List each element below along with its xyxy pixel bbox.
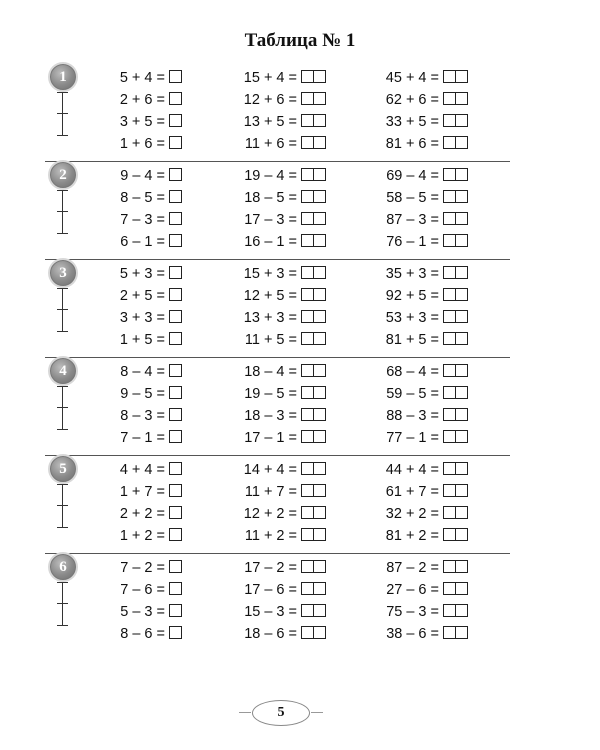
equation-text: 8 – 3 = — [120, 408, 165, 424]
exercise-row — [230, 187, 326, 209]
exercise-row — [230, 329, 326, 351]
answer-box[interactable] — [455, 114, 468, 127]
equation-text: 69 – 4 = — [386, 168, 439, 184]
answer-box[interactable] — [455, 364, 468, 377]
answer-box[interactable] — [455, 212, 468, 225]
exercise-column-2 — [230, 557, 326, 645]
answer-box[interactable] — [169, 560, 182, 573]
answer-box[interactable] — [169, 234, 182, 247]
answer-box[interactable] — [313, 626, 326, 639]
equation-text: 9 – 5 = — [120, 386, 165, 402]
equation-text: 18 – 4 = — [244, 364, 297, 380]
tally-marker — [62, 288, 63, 332]
exercise-row — [105, 525, 182, 547]
equation-text: 13 + 3 = — [243, 310, 297, 326]
exercise-row — [371, 481, 468, 503]
page-number: 5 — [252, 700, 310, 726]
equation-text: 14 + 4 = — [243, 462, 297, 478]
exercise-row — [105, 427, 182, 449]
exercise-block-1 — [45, 63, 510, 162]
exercise-row — [230, 209, 326, 231]
exercise-row — [371, 133, 468, 155]
exercise-row — [230, 285, 326, 307]
answer-box[interactable] — [455, 70, 468, 83]
equation-text: 12 + 5 = — [243, 288, 297, 304]
equation-text: 18 – 3 = — [244, 408, 297, 424]
equation-text: 2 + 5 = — [119, 288, 165, 304]
equation-text: 77 – 1 = — [386, 430, 439, 446]
answer-box[interactable] — [455, 168, 468, 181]
equation-text: 53 + 3 = — [385, 310, 439, 326]
answer-box[interactable] — [313, 408, 326, 421]
exercise-row — [105, 405, 182, 427]
exercise-block-6 — [45, 553, 510, 651]
exercise-row — [371, 623, 468, 645]
answer-box[interactable] — [313, 430, 326, 443]
tally-marker — [62, 92, 63, 136]
exercise-column-3 — [371, 557, 468, 645]
exercise-row — [371, 383, 468, 405]
equation-text: 3 + 3 = — [119, 310, 165, 326]
equation-text: 81 + 5 = — [385, 332, 439, 348]
answer-box[interactable] — [455, 484, 468, 497]
equation-text: 6 – 1 = — [120, 234, 165, 250]
answer-box[interactable] — [455, 528, 468, 541]
equation-text: 17 – 1 = — [244, 430, 297, 446]
equation-text: 12 + 2 = — [243, 506, 297, 522]
answer-box[interactable] — [169, 386, 182, 399]
tally-tick — [57, 582, 68, 583]
exercise-row — [230, 405, 326, 427]
equation-text: 4 + 4 = — [119, 462, 165, 478]
answer-box[interactable] — [455, 288, 468, 301]
tally-tick — [57, 331, 68, 332]
exercise-row — [230, 623, 326, 645]
exercise-row — [105, 165, 182, 187]
equation-text: 3 + 5 = — [119, 114, 165, 130]
equation-text: 2 + 6 = — [119, 92, 165, 108]
answer-box[interactable] — [313, 386, 326, 399]
equation-text: 87 – 2 = — [386, 560, 439, 576]
exercise-column-3 — [371, 165, 468, 253]
equation-text: 11 + 6 = — [244, 136, 297, 152]
exercise-row — [105, 263, 182, 285]
equation-text: 7 – 2 = — [120, 560, 165, 576]
equation-text: 5 + 4 = — [119, 70, 165, 86]
exercise-row — [371, 111, 468, 133]
answer-box[interactable] — [313, 462, 326, 475]
answer-box[interactable] — [169, 70, 182, 83]
tally-tick — [57, 625, 68, 626]
equation-text: 27 – 6 = — [386, 582, 439, 598]
exercise-row — [230, 557, 326, 579]
equation-text: 68 – 4 = — [386, 364, 439, 380]
answer-box[interactable] — [455, 430, 468, 443]
answer-box[interactable] — [169, 288, 182, 301]
answer-box[interactable] — [313, 506, 326, 519]
answer-box[interactable] — [313, 136, 326, 149]
equation-text: 1 + 5 = — [119, 332, 165, 348]
answer-box[interactable] — [169, 136, 182, 149]
exercise-row — [230, 503, 326, 525]
block-number-badge: 2 — [50, 162, 76, 188]
exercise-row — [105, 623, 182, 645]
exercise-column-2 — [230, 263, 326, 351]
answer-box[interactable] — [313, 582, 326, 595]
answer-box[interactable] — [169, 190, 182, 203]
equation-text: 8 – 5 = — [120, 190, 165, 206]
equation-text: 15 – 3 = — [244, 604, 297, 620]
exercise-row — [105, 67, 182, 89]
answer-box[interactable] — [455, 310, 468, 323]
exercise-row — [371, 165, 468, 187]
exercise-row — [371, 89, 468, 111]
exercise-row — [230, 263, 326, 285]
exercise-column-2 — [230, 67, 326, 155]
exercise-block-2 — [45, 161, 510, 260]
exercise-row — [105, 111, 182, 133]
equation-text: 44 + 4 = — [385, 462, 439, 478]
exercise-row — [371, 459, 468, 481]
equation-text: 18 – 6 = — [244, 626, 297, 642]
answer-box[interactable] — [169, 212, 182, 225]
tally-tick — [57, 484, 68, 485]
equation-text: 16 – 1 = — [244, 234, 297, 250]
exercise-row — [105, 481, 182, 503]
block-number-badge: 6 — [50, 554, 76, 580]
equation-text: 18 – 5 = — [244, 190, 297, 206]
equation-text: 88 – 3 = — [386, 408, 439, 424]
exercise-row — [105, 503, 182, 525]
exercise-row — [371, 187, 468, 209]
answer-box[interactable] — [455, 386, 468, 399]
answer-box[interactable] — [169, 462, 182, 475]
exercise-row — [371, 525, 468, 547]
exercise-row — [371, 427, 468, 449]
equation-text: 1 + 2 = — [119, 528, 165, 544]
answer-box[interactable] — [169, 310, 182, 323]
exercise-column-2 — [230, 165, 326, 253]
exercise-column-3 — [371, 263, 468, 351]
answer-box[interactable] — [455, 332, 468, 345]
answer-box[interactable] — [455, 462, 468, 475]
exercise-row — [105, 89, 182, 111]
equation-text: 7 – 6 = — [120, 582, 165, 598]
equation-text: 33 + 5 = — [385, 114, 439, 130]
answer-box[interactable] — [313, 70, 326, 83]
tally-tick — [57, 113, 68, 114]
exercise-row — [371, 209, 468, 231]
exercise-row — [230, 427, 326, 449]
exercise-row — [230, 601, 326, 623]
answer-box[interactable] — [169, 484, 182, 497]
answer-box[interactable] — [169, 506, 182, 519]
tally-tick — [57, 288, 68, 289]
exercise-column-2 — [230, 459, 326, 547]
exercise-row — [105, 361, 182, 383]
tally-marker — [62, 386, 63, 430]
answer-box[interactable] — [313, 560, 326, 573]
tally-tick — [57, 309, 68, 310]
exercise-row — [230, 307, 326, 329]
tally-tick — [57, 505, 68, 506]
tally-marker — [62, 484, 63, 528]
exercise-row — [371, 361, 468, 383]
answer-box[interactable] — [455, 266, 468, 279]
answer-box[interactable] — [169, 626, 182, 639]
exercise-column-3 — [371, 459, 468, 547]
answer-box[interactable] — [313, 332, 326, 345]
exercise-column-3 — [371, 361, 468, 449]
exercise-row — [371, 67, 468, 89]
answer-box[interactable] — [313, 190, 326, 203]
exercise-row — [371, 601, 468, 623]
answer-box[interactable] — [313, 114, 326, 127]
exercise-row — [230, 231, 326, 253]
equation-text: 8 – 6 = — [120, 626, 165, 642]
equation-text: 35 + 3 = — [385, 266, 439, 282]
exercise-row — [105, 231, 182, 253]
answer-box[interactable] — [169, 408, 182, 421]
equation-text: 5 + 3 = — [119, 266, 165, 282]
answer-box[interactable] — [313, 528, 326, 541]
answer-box[interactable] — [169, 364, 182, 377]
equation-text: 92 + 5 = — [385, 288, 439, 304]
answer-box[interactable] — [169, 582, 182, 595]
equation-text: 87 – 3 = — [386, 212, 439, 228]
exercise-row — [230, 133, 326, 155]
answer-box[interactable] — [313, 364, 326, 377]
answer-box[interactable] — [313, 604, 326, 617]
answer-box[interactable] — [313, 168, 326, 181]
equation-text: 81 + 2 = — [385, 528, 439, 544]
exercise-block-3 — [45, 259, 510, 358]
answer-box[interactable] — [455, 190, 468, 203]
equation-text: 62 + 6 = — [385, 92, 439, 108]
exercise-row — [105, 557, 182, 579]
exercise-row — [230, 361, 326, 383]
equation-text: 58 – 5 = — [386, 190, 439, 206]
page-title: Таблица № 1 — [244, 30, 356, 51]
block-number-badge: 5 — [50, 456, 76, 482]
equation-text: 1 + 6 = — [119, 136, 165, 152]
equation-text: 76 – 1 = — [386, 234, 439, 250]
exercise-row — [105, 579, 182, 601]
equation-text: 7 – 3 = — [120, 212, 165, 228]
equation-text: 12 + 6 = — [243, 92, 297, 108]
answer-box[interactable] — [169, 332, 182, 345]
answer-box[interactable] — [313, 212, 326, 225]
exercise-column-1 — [105, 67, 182, 155]
answer-box[interactable] — [455, 506, 468, 519]
equation-text: 15 + 4 = — [243, 70, 297, 86]
equation-text: 8 – 4 = — [120, 364, 165, 380]
exercise-row — [105, 307, 182, 329]
equation-text: 17 – 2 = — [244, 560, 297, 576]
exercise-row — [371, 231, 468, 253]
exercise-row — [105, 209, 182, 231]
exercise-row — [105, 383, 182, 405]
tally-tick — [57, 233, 68, 234]
block-number-badge: 3 — [50, 260, 76, 286]
tally-tick — [57, 527, 68, 528]
exercise-column-1 — [105, 459, 182, 547]
answer-box[interactable] — [313, 310, 326, 323]
tally-tick — [57, 386, 68, 387]
block-number-badge: 1 — [50, 64, 76, 90]
equation-text: 61 + 7 = — [385, 484, 439, 500]
answer-box[interactable] — [455, 626, 468, 639]
equation-text: 15 + 3 = — [243, 266, 297, 282]
exercise-row — [105, 285, 182, 307]
equation-text: 7 – 1 = — [120, 430, 165, 446]
exercise-row — [230, 111, 326, 133]
exercise-row — [371, 329, 468, 351]
tally-marker — [62, 582, 63, 626]
answer-box[interactable] — [455, 582, 468, 595]
exercise-block-4 — [45, 357, 510, 456]
exercise-column-1 — [105, 557, 182, 645]
exercise-row — [230, 459, 326, 481]
equation-text: 19 – 4 = — [244, 168, 297, 184]
exercise-column-1 — [105, 263, 182, 351]
answer-box[interactable] — [169, 92, 182, 105]
answer-box[interactable] — [455, 136, 468, 149]
answer-box[interactable] — [169, 528, 182, 541]
answer-box[interactable] — [313, 234, 326, 247]
tally-tick — [57, 407, 68, 408]
answer-box[interactable] — [169, 168, 182, 181]
exercise-column-3 — [371, 67, 468, 155]
equation-text: 75 – 3 = — [386, 604, 439, 620]
exercise-row — [371, 307, 468, 329]
answer-box[interactable] — [455, 92, 468, 105]
equation-text: 9 – 4 = — [120, 168, 165, 184]
exercise-column-2 — [230, 361, 326, 449]
exercise-row — [371, 557, 468, 579]
answer-box[interactable] — [169, 430, 182, 443]
exercise-row — [371, 579, 468, 601]
exercise-row — [105, 133, 182, 155]
equation-text: 17 – 3 = — [244, 212, 297, 228]
answer-box[interactable] — [313, 288, 326, 301]
answer-box[interactable] — [169, 604, 182, 617]
tally-tick — [57, 429, 68, 430]
exercise-block-5 — [45, 455, 510, 554]
exercise-row — [105, 459, 182, 481]
equation-text: 11 + 5 = — [244, 332, 297, 348]
tally-tick — [57, 211, 68, 212]
exercise-row — [105, 187, 182, 209]
answer-box[interactable] — [455, 560, 468, 573]
tally-marker — [62, 190, 63, 234]
answer-box[interactable] — [455, 604, 468, 617]
equation-text: 81 + 6 = — [385, 136, 439, 152]
exercise-row — [230, 525, 326, 547]
block-number-badge: 4 — [50, 358, 76, 384]
tally-tick — [57, 603, 68, 604]
equation-text: 13 + 5 = — [243, 114, 297, 130]
answer-box[interactable] — [313, 92, 326, 105]
equation-text: 38 – 6 = — [386, 626, 439, 642]
tally-tick — [57, 190, 68, 191]
answer-box[interactable] — [455, 234, 468, 247]
answer-box[interactable] — [169, 266, 182, 279]
exercise-row — [371, 503, 468, 525]
exercise-row — [371, 405, 468, 427]
exercise-row — [371, 263, 468, 285]
exercise-row — [105, 601, 182, 623]
tally-tick — [57, 135, 68, 136]
equation-text: 45 + 4 = — [385, 70, 439, 86]
equation-text: 1 + 7 = — [119, 484, 165, 500]
equation-text: 19 – 5 = — [244, 386, 297, 402]
exercise-row — [230, 579, 326, 601]
equation-text: 32 + 2 = — [385, 506, 439, 522]
exercise-row — [230, 481, 326, 503]
answer-box[interactable] — [455, 408, 468, 421]
exercise-column-1 — [105, 361, 182, 449]
answer-box[interactable] — [313, 484, 326, 497]
exercise-row — [230, 89, 326, 111]
answer-box[interactable] — [169, 114, 182, 127]
answer-box[interactable] — [313, 266, 326, 279]
exercise-row — [105, 329, 182, 351]
tally-tick — [57, 92, 68, 93]
equation-text: 5 – 3 = — [120, 604, 165, 620]
exercise-row — [230, 67, 326, 89]
equation-text: 17 – 6 = — [244, 582, 297, 598]
exercise-column-1 — [105, 165, 182, 253]
exercise-row — [371, 285, 468, 307]
equation-text: 59 – 5 = — [386, 386, 439, 402]
equation-text: 2 + 2 = — [119, 506, 165, 522]
equation-text: 11 + 7 = — [244, 484, 297, 500]
exercise-row — [230, 383, 326, 405]
equation-text: 11 + 2 = — [244, 528, 297, 544]
exercise-row — [230, 165, 326, 187]
